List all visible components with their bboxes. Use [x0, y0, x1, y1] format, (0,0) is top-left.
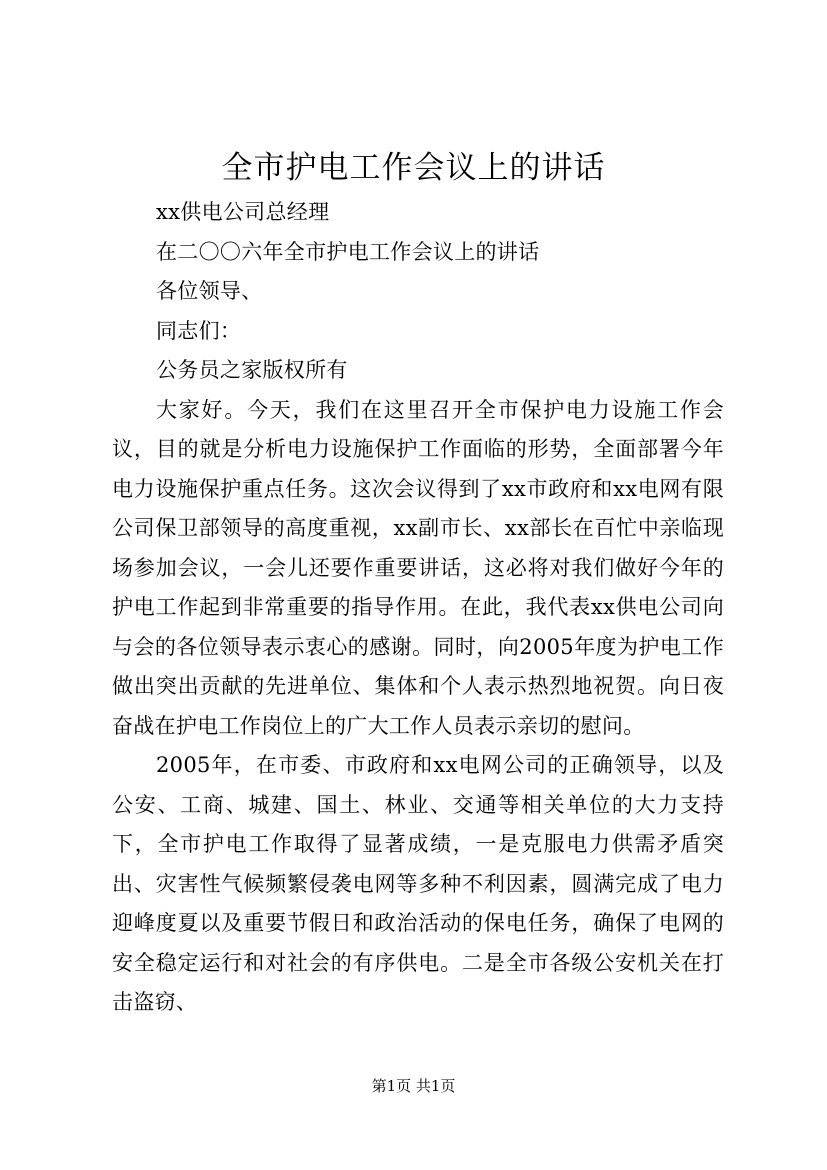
document-body [112, 193, 724, 1023]
salutation-comrades: 同志们： [156, 318, 242, 343]
document-title: 全市护电工作会议上的讲话 [221, 150, 606, 186]
speech-subtitle: 在二〇〇六年全市护电工作会议上的讲话 [156, 239, 540, 264]
author-line: xx供电公司总经理 [156, 200, 330, 224]
salutation-leaders: 各位领导、 [156, 279, 263, 303]
paragraph-opening: 大家好。今天，我们在这里召开全市保护电力设施工作会议，目的就是分析电力设施保护工作面临的形势，全面部署今年电力设施保护重点任务。这次会议得到了xx市政府和xx电网有限公司保卫部领导的高度重视，xx副市长、xx部长在百忙中亲临现场参加会议，一会儿还要作重要讲话，这必将对我们做好今年的护电工作起到非常重要的指导作用。在此，我代表xx供电公司向与会的各位领导表示衷心的感谢。同时，向2005年度为护电工作做出突出贡献的先进单位、集体和个人表示热烈地祝贺。向日夜奋战在护电工作岗位上的广大工作人员表示亲切的慰问。 [112, 397, 724, 738]
paragraph-2005-review: 2005年，在市委、市政府和xx电网公司的正确领导，以及公安、工商、城建、国土、林业、交通等相关单位的大力支持下，全市护电工作取得了显著成绩，一是克服电力供需矛盾突出、灾害性气候频繁侵袭电网等多种不利因素，圆满完成了电力迎峰度夏以及重要节假日和政治活动的保电任务，确保了电网的安全稳定运行和对社会的有序供电。二是全市各级公安机关在打击盗窃、 [112, 753, 724, 1014]
page-footer: 第1页 共1页 [371, 1077, 456, 1095]
copyright-line: 公务员之家版权所有 [156, 358, 348, 382]
